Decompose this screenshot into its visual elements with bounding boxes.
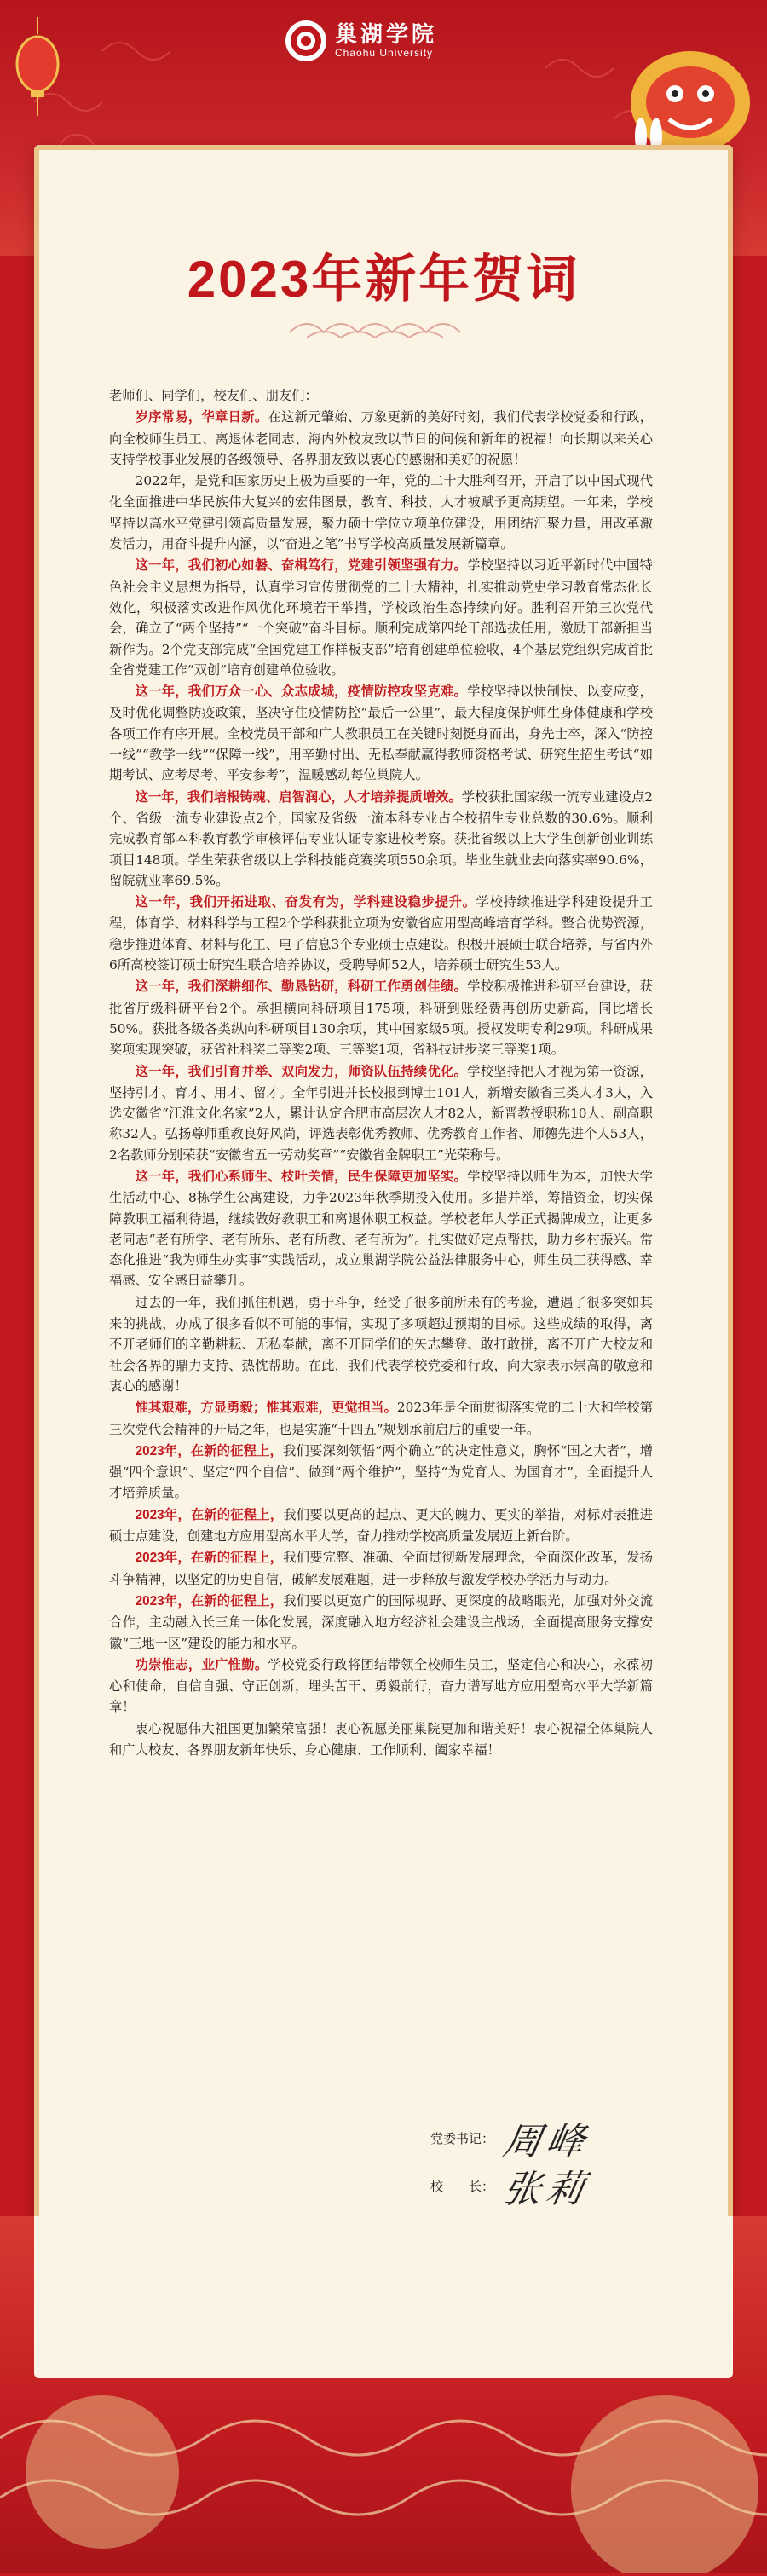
paragraph-lead: 这一年，我们心系师生、枝叶关情，民生保障更加坚实。 <box>135 1169 468 1184</box>
paragraph <box>109 1505 653 1547</box>
paragraph-lead: 这一年，我们引育并举、双向发力，师资队伍持续优化。 <box>135 1064 468 1079</box>
paragraph <box>109 555 653 680</box>
letter-paper-bottom <box>34 2216 733 2378</box>
lantern-icon <box>12 17 63 119</box>
paragraph-lead: 这一年，我们深耕细作、勤恳钻研，科研工作勇创佳绩。 <box>135 979 468 995</box>
paragraph-text: 学校坚持把人才视为第一资源，坚持引才、育才、用才、留才。全年引进并长校报到博士101人，新增安徽省三类人才3人，入选安徽省“江淮文化名家”2人，累计认定合肥市高层次人才82人，新晋教授职称10人、副高职称32人。弘扬尊师重教良好风尚，评选表彰优秀教师、优秀教育工作者、师德先进个人53人，2名教师分别荣获“安徽省五一劳动奖章”“安徽省金牌职工”光荣称号。 <box>109 1063 653 1163</box>
school-name-en: Chaohu University <box>335 46 434 59</box>
paragraph-text: 学校获批国家级一流专业建设点2个、省级一流专业建设点2个，国家及省级一流本科专业占全校招生专业总数的30.6%。顺利完成教育部本科教育教学审核评估专业认证专家进校考察。获批省级以上大学生创新创业训练项目148项。学生荣获省级以上学科技能竞赛奖项550余项。毕业生就业去向落实率90.6%，留皖就业率69.5%。 <box>109 788 653 888</box>
school-logo <box>285 15 490 66</box>
paragraph-text: 2023年是全面贯彻落实党的二十大和学校第三次党代会精神的开局之年，也是实施“十四五”规划承前启后的重要一年。 <box>109 1400 653 1437</box>
cloud-divider-icon <box>281 307 486 341</box>
paragraph-text: 过去的一年，我们抓住机遇，勇于斗争，经受了很多前所未有的考验，遭遇了很多突如其来的挑战，办成了很多看似不可能的事情，实现了多项超过预期的目标。这些成绩的取得，离不开老师们的辛勤耕耘、无私奉献，离不开同学们的矢志攀登、敢打敢拼，离不开广大校友和社会各界的鼎力支持、热忱帮助。在此，我们代表学校党委和行政，向大家表示崇高的敬意和衷心的感谢！ <box>109 1294 653 1394</box>
paragraph-text: 衷心祝愿伟大祖国更加繁荣富强！衷心祝愿美丽巢院更加和谐美好！衷心祝福全体巢院人和广大校友、各界朋友新年快乐、身心健康、工作顺利、阖家幸福！ <box>109 1720 653 1758</box>
paragraph-lead: 惟其艰难，方显勇毅；惟其艰难，更觉担当。 <box>135 1401 397 1416</box>
paragraph-text: 学校党委行政将团结带领全校师生员工，坚定信心和决心，永葆初心和使命，自信自强、守正创新，埋头苦干、勇毅前行，奋力谱写地方应用型高水平大学新篇章！ <box>109 1656 653 1715</box>
paragraph-lead: 这一年，我们培根铸魂、启智润心，人才培养提质增效。 <box>135 789 462 805</box>
paragraph-text: 我们要完整、准确、全面贯彻新发展理念，全面深化改革，发扬斗争精神，以坚定的历史自信，破解发展难题，进一步释放与激发学校办学活力与动力。 <box>109 1550 653 1587</box>
paragraph-lead: 这一年，我们初心如磐、奋楫笃行，党建引领坚强有力。 <box>135 558 468 574</box>
paragraph-lead: 2023年，在新的征程上， <box>135 1593 284 1609</box>
paragraph-text: 在这新元肇始、万象更新的美好时刻，我们代表学校党委和行政，向全校师生员工、离退休老同志、海内外校友致以节日的问候和新年的祝福！向长期以来关心支持学校事业发展的各级领导、各界朋友致以衷心的感谢和美好的祝愿！ <box>109 409 653 467</box>
paragraph-text: 学校坚持以习近平新时代中国特色社会主义思想为指导，认真学习宣传贯彻党的二十大精神，扎实推动党史学习教育常态化长效化，积极落实改进作风优化环境若干举措，学校政治生态持续向好。胜利召开第三次党代会，确立了“两个坚持”“一个突破”奋斗目标。顺利完成第四轮干部选拔任用，激励干部新担当新作为。2个党支部完成“全国党建工作样板支部”培育创建单位验收，4个基层党组织完成首批全省党建工作“双创”培育创建单位验收。 <box>109 557 653 678</box>
paragraph <box>109 407 653 470</box>
paragraph-lead: 功崇惟志，业广惟勤。 <box>135 1657 268 1672</box>
paragraph <box>109 1547 653 1590</box>
school-emblem-icon <box>285 20 326 61</box>
president-signature: 张莉 <box>499 2168 593 2211</box>
paragraph-text: 我们要以更宽广的国际视野、更深度的战略眼光，加强对外交流合作，主动融入长三角一体化发展，深度融入地方经济社会建设主战场，全面提高服务支撑安徽“三地一区”建设的能力和水平。 <box>109 1592 653 1651</box>
paragraph-lead: 这一年，我们万众一心、众志成城，疫情防控攻坚克难。 <box>135 684 468 700</box>
paragraph <box>109 1166 653 1291</box>
paragraph-text: 2022年，是党和国家历史上极为重要的一年，党的二十大胜利召开，开启了以中国式现代化全面推进中华民族伟大复兴的宏伟图景，教育、科技、人才被赋予更高期望。一年来，学校坚持以高水平党建引领高质量发展，聚力硕士学位立项单位建设，用团结汇聚力量，用改革激发活力，用奋斗提升内涵，以“奋进之笔”书写学校高质量发展新篇章。 <box>109 473 653 552</box>
paragraph-text: 学校坚持以师生为本，加快大学生活动中心、8栋学生公寓建设，力争2023年秋季期投入使用。多措并举，筹措资金，切实保障教职工福利待遇，继续做好教职工和离退休职工权益。学校老年大学正式揭牌成立，让更多老同志“老有所学、老有所乐、老有所教、老有所为”。扎实做好定点帮扶，助力乡村振兴。常态化推进“我为师生办实事”实践活动，成立巢湖学院公益法律服务中心，师生员工获得感、幸福感、安全感日益攀升。 <box>109 1168 653 1289</box>
paragraph-lead: 2023年，在新的征程上， <box>135 1443 284 1458</box>
page-title: 2023年新年贺词 <box>187 251 580 308</box>
paragraph <box>109 1655 653 1718</box>
signature-block <box>409 2114 690 2209</box>
school-name-cn: 巢湖学院 <box>335 22 438 49</box>
president-role: 校 长： <box>430 2178 494 2194</box>
paragraph-text: 我们要以更高的起点、更大的魄力、更实的举措，对标对表推进硕士点建设，创建地方应用型高水平大学，奋力推动学校高质量发展迈上新台阶。 <box>109 1506 653 1545</box>
paragraph <box>109 471 653 554</box>
paragraph <box>109 787 653 891</box>
letter-body <box>109 385 653 1761</box>
paragraph-lead: 这一年，我们开拓进取、奋发有为，学科建设稳步提升。 <box>135 895 476 910</box>
paragraph <box>109 1397 653 1440</box>
paragraph-lead: 2023年，在新的征程上， <box>135 1507 284 1522</box>
paragraph-text: 我们要深刻领悟“两个确立”的决定性意义，胸怀“国之大者”，增强“四个意识”、坚定“四个自信”、做到“两个维护”，坚持“为党育人、为国育才”，全面提升人才培养质量。 <box>109 1442 653 1501</box>
paragraph-lead: 2023年，在新的征程上， <box>135 1551 284 1566</box>
paragraph <box>109 1061 653 1165</box>
paragraph-text: 学校坚持以快制快、以变应变，及时优化调整防疫政策，坚决守住疫情防控“最后一公里”，最大程度保护师生身体健康和学校各项工作有序开展。全校党员干部和广大教职员工在关键时刻挺身而出，身先士卒，深入“防控一线”“教学一线”“保障一线”，用辛勤付出、无私奉献赢得教师资格考试、研究生招生考试“如期考试、应考尽考、平安参考”，温暖感动每位巢院人。 <box>109 684 653 783</box>
paragraph-lead: 岁序常易，华章日新。 <box>135 410 268 425</box>
paragraph-text: 学校持续推进学科建设提升工程，体育学、材料科学与工程2个学科获批立项为安徽省应用型高峰培育学科。整合优势资源，稳步推进体育、材料与化工、电子信息3个专业硕士点建设。积极开展硕士联合培养，与省内外6所高校签订硕士研究生联合培养协议，受聘导师52人，培养硕士研究生53人。 <box>109 894 653 973</box>
party-secretary-signature: 周峰 <box>499 2120 593 2163</box>
salutation: 老师们、同学们，校友们、朋友们： <box>109 388 318 403</box>
party-secretary-role: 党委书记： <box>430 2130 494 2146</box>
paragraph <box>109 1591 653 1654</box>
paragraph <box>109 681 653 785</box>
paragraph <box>109 1292 653 1396</box>
paragraph <box>109 1718 653 1761</box>
paragraph <box>109 1441 653 1504</box>
paragraph-text: 学校积极推进科研平台建设，获批省厅级科研平台2个。承担横向科研项目175项，科研到账经费再创历史新高，同比增长50%。获批各级各类纵向科研项目130余项，其中国家级5项。授权发明专利29项。科研成果奖项实现突破，获省社科奖二等奖2项、三等奖1项，省科技进步奖三等奖1项。 <box>109 979 653 1058</box>
paragraph <box>109 892 653 975</box>
paragraph <box>109 976 653 1060</box>
